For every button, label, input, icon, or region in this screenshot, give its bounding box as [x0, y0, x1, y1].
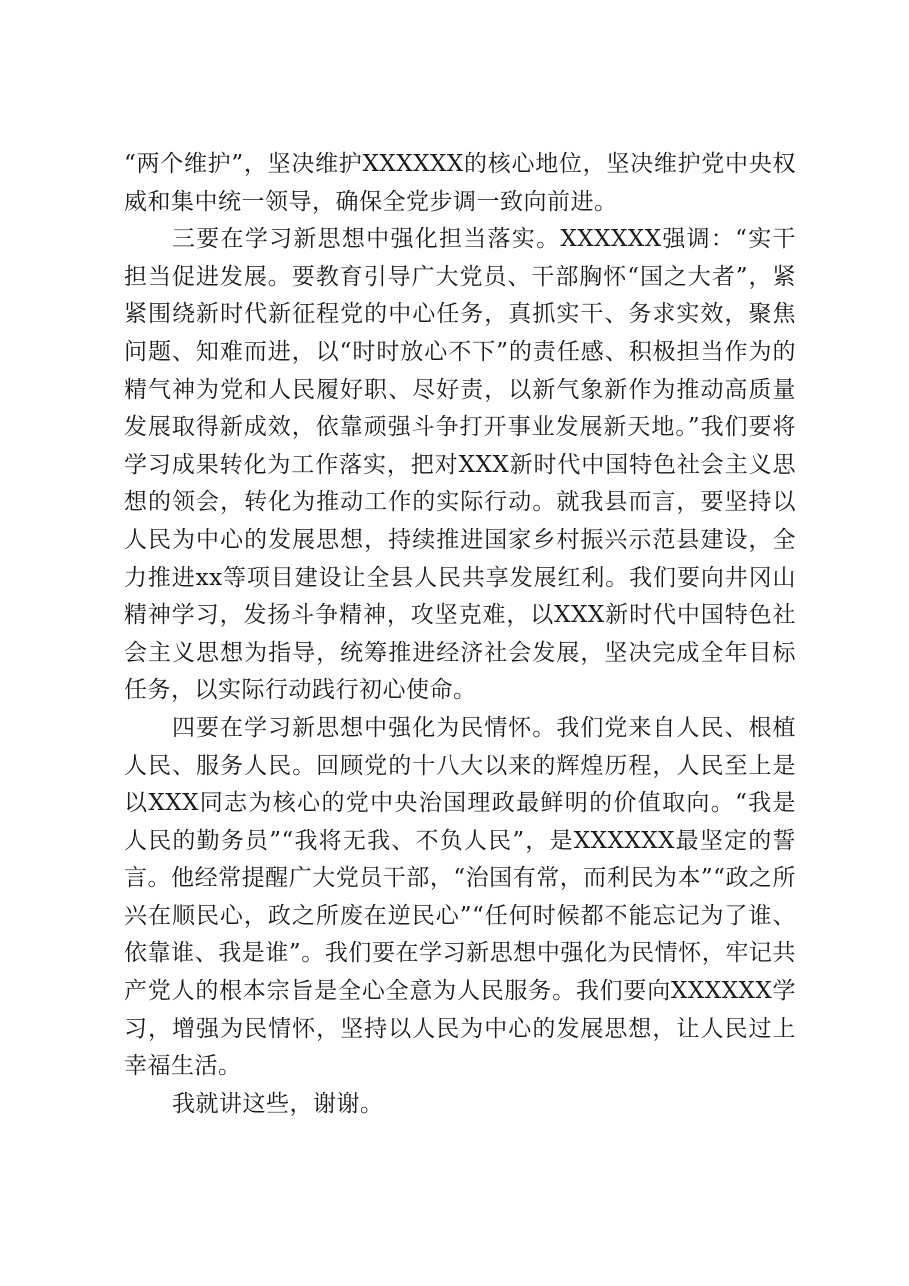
paragraph-continued: “两个维护”，坚决维护XXXXXX的核心地位，坚决维护党中央权威和集中统一领导，确保全党步调一致向前进。	[124, 151, 796, 215]
paragraph-point-four: 四要在学习新思想中强化为民情怀。我们党来自人民、根植人民、服务人民。回顾党的十八大以来的辉煌历程，人民至上是以XXX同志为核心的党中央治国理政最鲜明的价值取向。“我是人民的勤务员”“我将无我、不负人民”，是XXXXXX最坚定的誓言。他经常提醒广大党员干部，“治国有常，而利民为本”“政之所兴在顺民心，政之所废在逆民心”“任何时候都不能忘记为了谁、依靠谁、我是谁”。我们要在学习新思想中强化为民情怀，牢记共产党人的根本宗旨是全心全意为人民服务。我们要向XXXXXX学习，增强为民情怀，坚持以人民为中心的发展思想，让人民过上幸福生活。	[124, 714, 796, 1080]
paragraph-point-three: 三要在学习新思想中强化担当落实。XXXXXX强调：“实干担当促进发展。要教育引导广大党员、干部胸怀“国之大者”，紧紧围绕新时代新征程党的中心任务，真抓实干、务求实效，聚焦问题、知难而进，以“时时放心不下”的责任感、积极担当作为的精气神为党和人民履好职、尽好责，以新气象新作为推动高质量发展取得新成效，依靠顽强斗争打开事业发展新天地。”我们要将学习成果转化为工作落实，把对XXX新时代中国特色社会主义思想的领会，转化为推动工作的实际行动。就我县而言，要坚持以人民为中心的发展思想，持续推进国家乡村振兴示范县建设，全力推进xx等项目建设让全县人民共享发展红利。我们要向井冈山精神学习，发扬斗争精神，攻坚克难，以XXX新时代中国特色社会主义思想为指导，统筹推进经济社会发展，坚决完成全年目标任务，以实际行动践行初心使命。	[124, 226, 796, 704]
paragraph-closing: 我就讲这些，谢谢。	[172, 1090, 384, 1117]
document-body	[124, 146, 796, 1123]
